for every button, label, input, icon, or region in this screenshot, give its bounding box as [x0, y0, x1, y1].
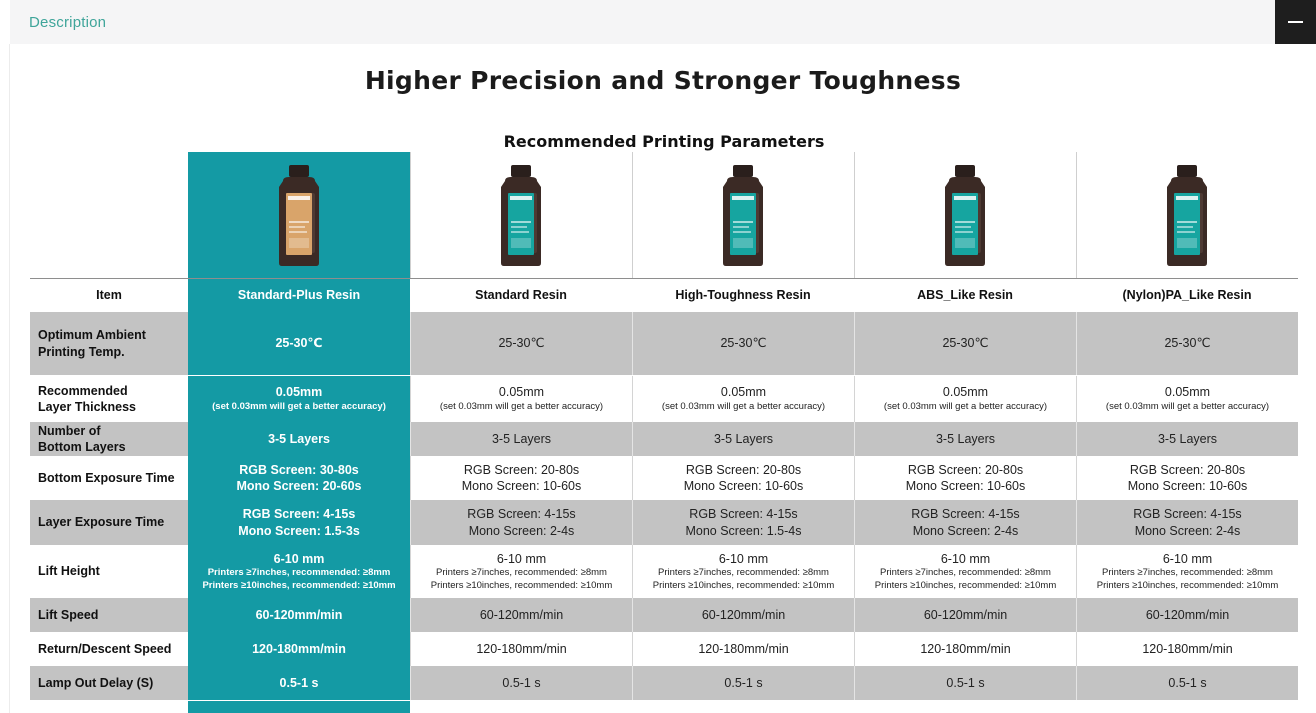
cell-note: (set 0.03mm will get a better accuracy) [439, 400, 604, 412]
cell-value: 3-5 Layers [268, 431, 330, 446]
column-header-standard: Standard Resin [475, 288, 567, 303]
cell-value: Mono Screen: 2-4s [468, 523, 575, 538]
cell-value: 0.05mm [498, 385, 545, 400]
cell-high-toughness [632, 422, 854, 456]
cell-note: (set 0.03mm will get a better accuracy) [883, 400, 1048, 412]
cell-abs-like [854, 545, 1076, 598]
cell-value: 25-30℃ [275, 336, 323, 351]
cell-value: 0.05mm [720, 385, 767, 400]
row-label-line: Printing Temp. [38, 344, 125, 359]
cell-note: Printers ≥10inches, recommended: ≥10mm [202, 579, 396, 591]
cell-abs-like [854, 376, 1076, 422]
column-header-abs-like: ABS_Like Resin [917, 288, 1013, 303]
product-image-pa-like [1076, 152, 1298, 278]
cell-value: RGB Screen: 4-15s [689, 507, 798, 522]
cell-pa-like [1076, 545, 1298, 598]
cell-standard [410, 456, 632, 500]
cell-standard [410, 598, 632, 632]
cell-high-toughness [632, 545, 854, 598]
row-label-line: Number of [38, 423, 101, 438]
cell-pa-like [1076, 598, 1298, 632]
cell-value: Mono Screen: 10-60s [905, 479, 1026, 493]
row-label-line: Optimum Ambient [38, 328, 146, 343]
cell-value: 120-180mm/min [1142, 641, 1233, 656]
cell-value: 25-30℃ [498, 336, 545, 351]
row-label-line: Return/Descent Speed [38, 641, 172, 656]
cell-standard-plus [188, 456, 410, 500]
cell-value: Mono Screen: 10-60s [683, 479, 804, 493]
row-label [30, 598, 188, 632]
cell-standard [410, 422, 632, 456]
cell-high-toughness [632, 456, 854, 500]
column-header-item: Item [96, 288, 122, 303]
resin-bottle-icon [1157, 163, 1217, 267]
product-image-standard [410, 152, 632, 278]
cell-value: 0.5-1 s [946, 675, 985, 690]
cell-value: 6-10 mm [496, 551, 547, 566]
cell-value: 3-5 Layers [713, 431, 774, 446]
cell-abs-like [854, 500, 1076, 545]
row-label [30, 632, 188, 666]
table-row [30, 632, 1298, 666]
column-header-pa-like: (Nylon)PA_Like Resin [1122, 288, 1252, 303]
cell-standard [410, 500, 632, 545]
cell-value: Mono Screen: 10-60s [1127, 479, 1248, 493]
cell-value: RGB Screen: 4-15s [911, 507, 1020, 522]
product-image-high-toughness [632, 152, 854, 278]
cell-note: Printers ≥7inches, recommended: ≥8mm [207, 566, 391, 578]
row-label [30, 312, 188, 375]
cell-value: 60-120mm/min [479, 607, 564, 622]
cell-high-toughness [632, 500, 854, 545]
cell-standard [410, 312, 632, 375]
cell-pa-like [1076, 422, 1298, 456]
row-label-line: Layer Exposure Time [38, 515, 165, 530]
parameters-table [30, 152, 1298, 713]
table-title: Recommended Printing Parameters [503, 132, 825, 151]
resin-bottle-icon [269, 163, 329, 267]
cell-value: 0.5-1 s [1168, 675, 1207, 690]
cell-note: Printers ≥7inches, recommended: ≥8mm [880, 566, 1051, 578]
cell-value: Mono Screen: 10-60s [461, 479, 582, 493]
cell-value: 60-120mm/min [923, 607, 1008, 622]
cell-value: 3-5 Layers [491, 431, 552, 446]
cell-value: RGB Screen: 20-80s [685, 462, 802, 477]
cell-note: Printers ≥7inches, recommended: ≥8mm [436, 566, 607, 578]
cell-note: Printers ≥10inches, recommended: ≥10mm [430, 579, 613, 591]
column-header-standard-plus: Standard-Plus Resin [188, 279, 410, 312]
resin-bottle-icon [935, 163, 995, 267]
cell-value: 0.5-1 s [279, 675, 319, 690]
table-row [30, 598, 1298, 632]
cell-value: 3-5 Layers [1157, 431, 1218, 446]
row-label [30, 456, 188, 500]
cell-note: Printers ≥10inches, recommended: ≥10mm [1096, 579, 1279, 591]
cell-note: Printers ≥10inches, recommended: ≥10mm [874, 579, 1057, 591]
cell-value: 3-5 Layers [935, 431, 996, 446]
cell-note: Printers ≥10inches, recommended: ≥10mm [652, 579, 835, 591]
cell-abs-like [854, 456, 1076, 500]
cell-value: 120-180mm/min [920, 641, 1011, 656]
cell-value: Mono Screen: 2-4s [1134, 523, 1241, 538]
cell-value: Mono Screen: 2-4s [912, 523, 1019, 538]
cell-value: 120-180mm/min [476, 641, 567, 656]
table-row [30, 666, 1298, 700]
table-row [30, 312, 1298, 375]
cell-value: 120-180mm/min [252, 641, 346, 656]
cell-value: Mono Screen: 1.5-4s [685, 523, 802, 538]
cell-pa-like [1076, 312, 1298, 375]
cell-standard-plus [188, 500, 410, 545]
cell-value: RGB Screen: 4-15s [467, 507, 576, 522]
cell-standard [410, 666, 632, 700]
cell-value: RGB Screen: 20-80s [907, 462, 1024, 477]
cell-note: (set 0.03mm will get a better accuracy) [1105, 400, 1270, 412]
cell-value: 120-180mm/min [698, 641, 789, 656]
row-label-line: Lift Speed [38, 607, 99, 622]
table-header-row [30, 278, 1298, 312]
table-row [30, 422, 1298, 456]
collapse-button[interactable] [1275, 0, 1316, 44]
cell-value: 25-30℃ [1164, 336, 1211, 351]
cell-standard-plus [188, 598, 410, 632]
cell-value: Mono Screen: 1.5-3s [238, 523, 360, 538]
cell-note: Printers ≥7inches, recommended: ≥8mm [1102, 566, 1273, 578]
cell-high-toughness [632, 376, 854, 422]
cell-value: RGB Screen: 30-80s [239, 462, 359, 477]
cell-pa-like [1076, 632, 1298, 666]
cell-standard [410, 376, 632, 422]
cell-value: 0.05mm [1164, 385, 1211, 400]
cell-note: (set 0.03mm will get a better accuracy) [212, 400, 386, 412]
cell-abs-like [854, 632, 1076, 666]
row-label [30, 376, 188, 422]
cell-value: 60-120mm/min [701, 607, 786, 622]
cell-pa-like [1076, 376, 1298, 422]
product-image-abs-like [854, 152, 1076, 278]
cell-value: 6-10 mm [273, 551, 325, 566]
cell-pa-like [1076, 500, 1298, 545]
minus-icon [1288, 21, 1303, 23]
cell-standard-plus [188, 376, 410, 422]
cell-standard-plus [188, 545, 410, 598]
row-divider [30, 700, 1298, 701]
cell-value: 60-120mm/min [1145, 607, 1230, 622]
cell-pa-like [1076, 666, 1298, 700]
row-label-line: Lift Height [38, 564, 100, 579]
cell-high-toughness [632, 632, 854, 666]
description-accordion-header[interactable] [10, 0, 1316, 44]
row-label [30, 422, 188, 456]
cell-abs-like [854, 598, 1076, 632]
cell-value: RGB Screen: 4-15s [242, 507, 356, 522]
row-label [30, 545, 188, 598]
cell-abs-like [854, 422, 1076, 456]
cell-value: 25-30℃ [942, 336, 989, 351]
cell-standard [410, 632, 632, 666]
page-headline: Higher Precision and Stronger Toughness [364, 66, 962, 95]
cell-value: 6-10 mm [718, 551, 769, 566]
row-label-line: Lamp Out Delay (S) [38, 675, 154, 690]
cell-standard-plus [188, 666, 410, 700]
cell-note: Printers ≥7inches, recommended: ≥8mm [658, 566, 829, 578]
cell-value: RGB Screen: 20-80s [1129, 462, 1246, 477]
cell-note: (set 0.03mm will get a better accuracy) [661, 400, 826, 412]
row-label [30, 666, 188, 700]
cell-value: 6-10 mm [1162, 551, 1213, 566]
cell-value: Mono Screen: 20-60s [236, 479, 362, 493]
cell-value: RGB Screen: 4-15s [1133, 507, 1242, 522]
cell-value: 6-10 mm [940, 551, 991, 566]
cell-high-toughness [632, 312, 854, 375]
cell-abs-like [854, 666, 1076, 700]
table-row [30, 500, 1298, 545]
row-label-line: Bottom Layers [38, 440, 126, 454]
cell-abs-like [854, 312, 1076, 375]
product-image-standard-plus [188, 152, 410, 278]
cell-high-toughness [632, 666, 854, 700]
row-label-line: Bottom Exposure Time [38, 470, 175, 485]
cell-standard [410, 545, 632, 598]
cell-high-toughness [632, 598, 854, 632]
description-tab-label[interactable]: Description [29, 14, 107, 31]
cell-value: 0.5-1 s [502, 675, 541, 690]
resin-bottle-icon [491, 163, 551, 267]
cell-value: 0.05mm [942, 385, 989, 400]
cell-value: 60-120mm/min [255, 607, 343, 622]
table-row [30, 545, 1298, 598]
cell-value: 25-30℃ [720, 336, 767, 351]
resin-bottle-icon [713, 163, 773, 267]
table-row [30, 376, 1298, 422]
column-header-high-toughness: High-Toughness Resin [675, 288, 811, 303]
cell-standard-plus [188, 312, 410, 375]
table-row [30, 456, 1298, 500]
cell-standard-plus [188, 422, 410, 456]
row-label-line: Layer Thickness [38, 400, 136, 414]
cell-value: 0.05mm [275, 385, 323, 400]
row-label [30, 500, 188, 545]
cell-value: 0.5-1 s [724, 675, 763, 690]
cell-pa-like [1076, 456, 1298, 500]
row-label-line: Recommended [38, 383, 128, 398]
cell-standard-plus [188, 632, 410, 666]
cell-value: RGB Screen: 20-80s [463, 462, 580, 477]
